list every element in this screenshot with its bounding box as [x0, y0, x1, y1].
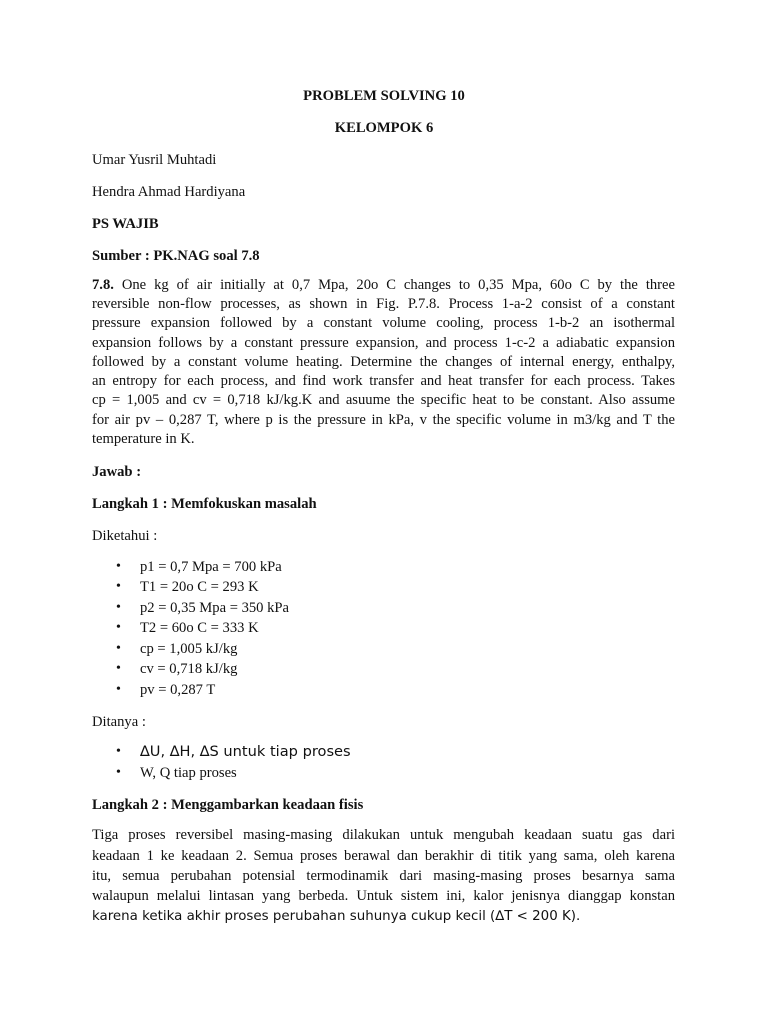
bullet-icon: •: [116, 682, 121, 697]
paragraph-line: Tiga proses reversibel masing-masing dilakukan untuk mengubah keadaan suatu gas dari: [92, 827, 675, 843]
problem-number: 7.8.: [92, 277, 114, 293]
problem-line: temperature in K.: [92, 431, 195, 447]
group-label: KELOMPOK 6: [334, 120, 434, 136]
member-name: Hendra Ahmad Hardiyana: [92, 184, 246, 200]
known-item: cv = 0,718 kJ/kg: [140, 661, 238, 677]
step-heading: Langkah 1 : Memfokuskan masalah: [92, 496, 317, 512]
problem-line: an entropy for each process, and find work transfer and heat transfer for each process. Takes: [92, 373, 675, 389]
asked-item: ∆U, ∆H, ∆S untuk tiap proses: [140, 743, 351, 760]
known-item: p2 = 0,35 Mpa = 350 kPa: [140, 600, 290, 616]
bullet-icon: •: [116, 744, 121, 759]
known-label: Diketahui :: [92, 528, 158, 544]
paragraph-line: keadaan 1 ke keadaan 2. Semua proses berawal dan berakhir di titik yang sama, oleh karena: [92, 848, 675, 864]
paragraph-line: itu, semua perubahan potensial termodinamik dari masing-masing proses besarnya sama: [92, 868, 675, 884]
bullet-icon: •: [116, 620, 121, 635]
section-heading: PS WAJIB: [92, 216, 159, 232]
bullet-icon: •: [116, 765, 121, 780]
bullet-icon: •: [116, 600, 121, 615]
bullet-icon: •: [116, 559, 121, 574]
problem-line: cp = 1,005 and cv = 0,718 kJ/kg.K and asuume the specific heat to be constant. Also assume: [92, 392, 675, 408]
step-heading: Langkah 2 : Menggambarkan keadaan fisis: [92, 797, 364, 813]
problem-line: followed by a constant volume heating. Determine the changes of internal energy, enthalpy,: [92, 354, 675, 370]
known-item: pv = 0,287 T: [140, 682, 216, 698]
source-heading: Sumber : PK.NAG soal 7.8: [92, 248, 260, 264]
paragraph-line: karena ketika akhir proses perubahan suhunya cukup kecil (∆T < 200 K).: [92, 909, 581, 924]
problem-line: for air pv – 0,287 T, where p is the pressure in kPa, v the specific volume in m3/kg and T the: [92, 412, 675, 428]
paragraph-line: walaupun melalui lintasan yang berbeda. Untuk sistem ini, kalor jenisnya dianggap konstan: [92, 888, 675, 904]
known-item: cp = 1,005 kJ/kg: [140, 641, 238, 657]
known-item: T2 = 60o C = 333 K: [140, 620, 259, 636]
document-title: PROBLEM SOLVING 10: [303, 88, 465, 104]
bullet-icon: •: [116, 579, 121, 594]
known-item: T1 = 20o C = 293 K: [140, 579, 259, 595]
problem-line: expansion follows by a constant pressure expansion, and process 1-c-2 a adiabatic expansion: [92, 335, 675, 351]
problem-line: pressure expansion followed by a constant volume cooling, process 1-b-2 an isothermal: [92, 315, 675, 331]
asked-label: Ditanya :: [92, 714, 146, 730]
asked-item: W, Q tiap proses: [140, 765, 237, 781]
bullet-icon: •: [116, 661, 121, 676]
problem-line: 7.8. One kg of air initially at 0,7 Mpa, 20o C changes to 0,35 Mpa, 60o C by the three: [92, 277, 675, 293]
bullet-icon: •: [116, 641, 121, 656]
member-name: Umar Yusril Muhtadi: [92, 152, 217, 168]
known-item: p1 = 0,7 Mpa = 700 kPa: [140, 559, 282, 575]
problem-line: reversible non-flow processes, as shown in Fig. P.7.8. Process 1-a-2 consist of a constant: [92, 296, 675, 312]
answer-heading: Jawab :: [92, 464, 142, 480]
